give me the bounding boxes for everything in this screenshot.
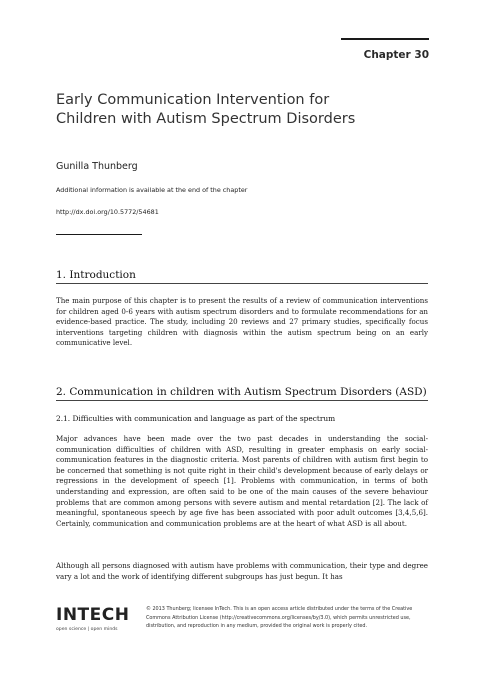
author-block-rule <box>56 234 142 235</box>
author-name: Gunilla Thunberg <box>56 161 138 172</box>
section-rule <box>56 283 428 284</box>
section-heading-communication: 2. Communication in children with Autism Spectrum Disorders (ASD) <box>56 386 427 398</box>
additional-info-note: Additional information is available at the end of the chapter <box>56 186 248 194</box>
body-paragraph: Major advances have been made over the two past decades in understanding the social-communication difficulties of children with ASD, resulting in greater emphasis on early social-communication features in the diagnostic criteria. Most parents of children with autism first begin to be concerned that something is not quite right in their child's development because of early delays or regressions in the development of speech [1]. Problems with communication, in terms of both understanding and expression, are often said to be one of the main causes of the severe behaviour problems that are common among persons with severe autism and mental retardation [2]. The lack of meaningful, spontaneous speech by age five has been associated with poor adult outcomes [3,4,5,6]. Certainly, communication and communication problems are at the heart of what ASD is all about. <box>56 434 428 528</box>
chapter-rule <box>341 38 429 40</box>
chapter-title <box>56 91 436 129</box>
logo-tagline: open science | open minds <box>56 627 118 632</box>
intech-logo: INTECH <box>56 605 130 625</box>
section-heading-introduction: 1. Introduction <box>56 269 136 281</box>
chapter-title-line-2: Children with Autism Spectrum Disorders <box>56 111 356 127</box>
chapter-label: Chapter 30 <box>363 49 429 61</box>
body-paragraph: Although all persons diagnosed with autism have problems with communication, their type and degree vary a lot and the work of identifying different subgroups has just begun. It has <box>56 561 428 581</box>
license-notice: © 2013 Thunberg; licensee InTech. This is an open access article distributed under the terms of the Creative Commons Attribution License (http://creativecommons.org/licenses/by/3.0), which permits unrestricted use, distribution, and reproduction in any medium, provided the original work is properly cited. <box>146 606 413 630</box>
chapter-title-line-1: Early Communication Intervention for <box>56 92 330 108</box>
introduction-paragraph: The main purpose of this chapter is to present the results of a review of communication interventions for children aged 0-6 years with autism spectrum disorders and to formulate recommendations for an evidence-based practice. The study, including 20 reviews and 27 primary studies, specifically focus interventions targeting children with diagnosis within the autism spectrum being on an early communicative level. <box>56 296 428 348</box>
doi-link[interactable]: http://dx.doi.org/10.5772/54681 <box>56 208 159 216</box>
section-rule <box>56 400 428 401</box>
subsection-heading: 2.1. Difficulties with communication and language as part of the spectrum <box>56 414 336 423</box>
